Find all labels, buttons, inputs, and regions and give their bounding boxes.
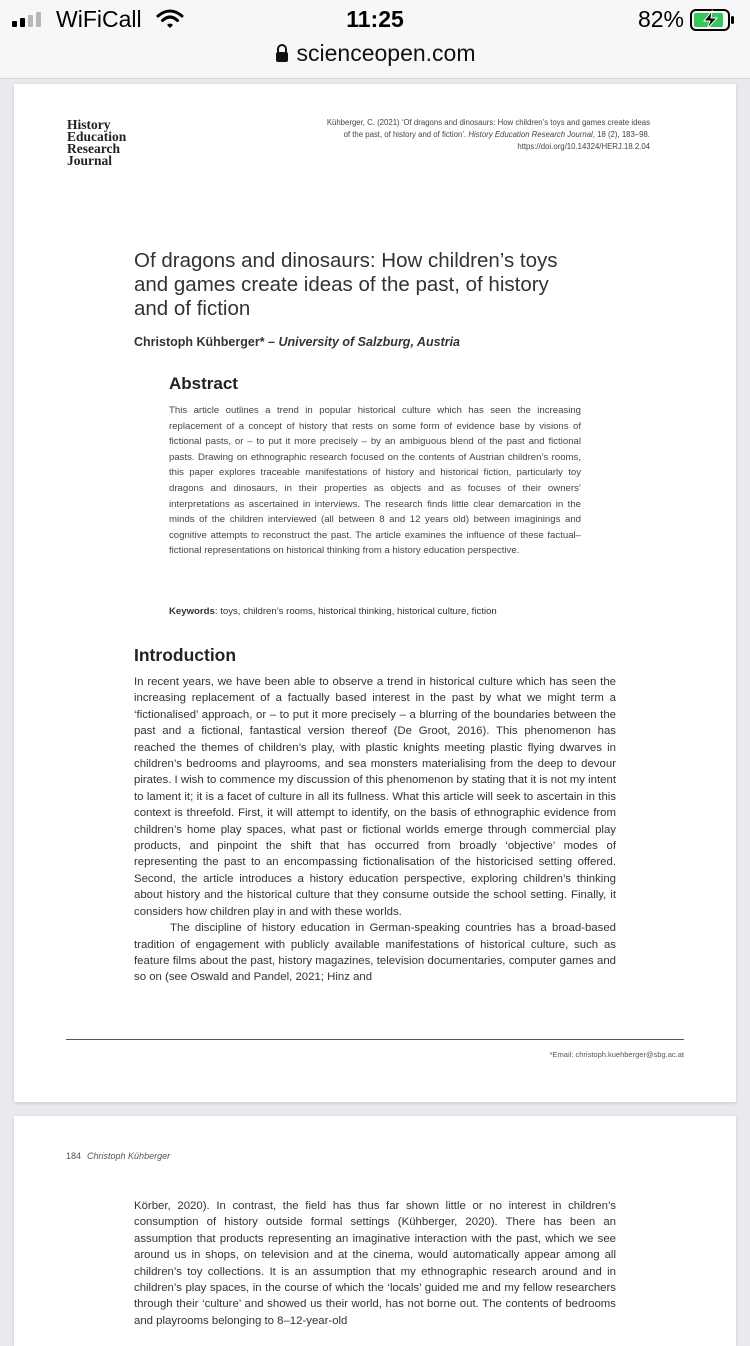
pdf-page-2: [14, 1116, 736, 1346]
address-bar[interactable]: [0, 40, 750, 79]
paragraph: In recent years, we have been able to observe a trend in historical culture which has seen the increasing replacement of a factually based interest in the past by what we might term a ‘fictionalised’ approach, or – to put it more precisely – a blurring of the boundaries between the past and a fictional, fantastical version thereof (De Groot, 2016). This phenomenon has reached the themes of children’s play, with plastic knights meeting plastic flying dwarves in children’s bedrooms and playrooms, and sea monsters materialising from the deep to devour pirates. I wish to commence my discussion of this phenomenon by stating that it is not my intent to lament it; it is a facet of culture in all its fullness. What this article will seek to ascertain in this context is threefold. First, it will attempt to identify, on the basis of ethnographic evidence from children’s home play spaces, what past or fictional worlds emerge through commercial play products, and pinpoint the shift that has occurred from broadly ‘objective’ modes of representing the past to an encompassing fictionalisation of the historicised setting offered. Second, the article introduces a history education perspective, exploring children’s thinking about history and the historical culture that they consume outside the school setting. Finally, it considers how children play in and with these worlds.: [134, 676, 616, 918]
battery-charging-icon: [690, 9, 736, 36]
journal-logo: History Education Research Journal: [67, 117, 127, 168]
clock: 11:25: [346, 6, 404, 32]
introduction-heading: Introduction: [134, 645, 237, 665]
body-text: Körber, 2020). In contrast, the field has thus far shown little or no interest in children’s consumption of history outside formal settings (Kühberger, 2020). There has been an assumption that products representing an imaginative interaction with the past, which we see around us in shops, on television and at the cinema, would automatically appear among all children’s toy collections. It is an assumption that my ethnographic research around and in children’s play spaces, in the course of which the ‘locals’ guided me and my fellow researchers through their ‘culture’ and showed us their world, has not borne out. The contents of bedrooms and playrooms belonging to 8–12-year-old: [134, 1200, 616, 1327]
footnote-divider: [66, 1039, 684, 1040]
url-text[interactable]: scienceopen.com: [296, 40, 476, 66]
introduction-text: [134, 674, 616, 986]
author-line: Christoph Kühberger* – University of Salzburg, Austria: [134, 335, 460, 349]
lock-icon: [275, 42, 289, 69]
abstract-text: This article outlines a trend in popular historical culture which has seen the increasing replacement of a concept of history that rests on some form of evidence base by visions of fictional pasts, or – to put it more precisely – by an ambiguous blend of the past and fictional pasts. Drawing on ethnographic research focused on the contents of Austrian children’s rooms, this paper explores traceable manifestations of history and historical fiction, particularly toy dragons and dinosaurs, in their properties as objects and as focuses of their owners’ interpretations as ascertained in interviews. The research finds little clear demarcation in the minds of the children interviewed (all between 8 and 12 years old) between imaginings and cognitive attempts to reconstruct the past. The article examines the influence of these factual–fictional representations on historical thinking from a history education perspective.: [169, 405, 581, 557]
citation: Kühberger, C. (2021) ‘Of dragons and dinosaurs: How children’s toys and games create ideas of the past, of history and of fiction’. History Education Research Journal, 18 (2), 183–98. https://doi.org/10.14324/HERJ.18.2.04: [326, 118, 650, 151]
footnote: *Email: christoph.kuehberger@sbg.ac.at: [549, 1050, 684, 1059]
paragraph: The discipline of history education in German-speaking countries has a broad-based tradition of engagement with publicly available manifestations of historical culture, such as feature films about the past, history magazines, television documentaries, computer games and so on (see Oswald and Pandel, 2021; Hinz and: [134, 922, 616, 984]
battery-percentage: 82%: [637, 6, 684, 32]
pdf-page-1: [14, 84, 736, 1102]
status-bar: [0, 0, 750, 40]
article-title: Of dragons and dinosaurs: How children’s toys and games create ideas of the past, of history and of fiction: [134, 249, 558, 320]
running-header: 184 Christoph Kühberger: [66, 1151, 171, 1161]
carrier-label: WiFiCall: [56, 6, 142, 32]
keywords: Keywords: toys, children’s rooms, historical thinking, historical culture, fiction: [169, 606, 497, 617]
abstract-heading: Abstract: [169, 374, 238, 393]
